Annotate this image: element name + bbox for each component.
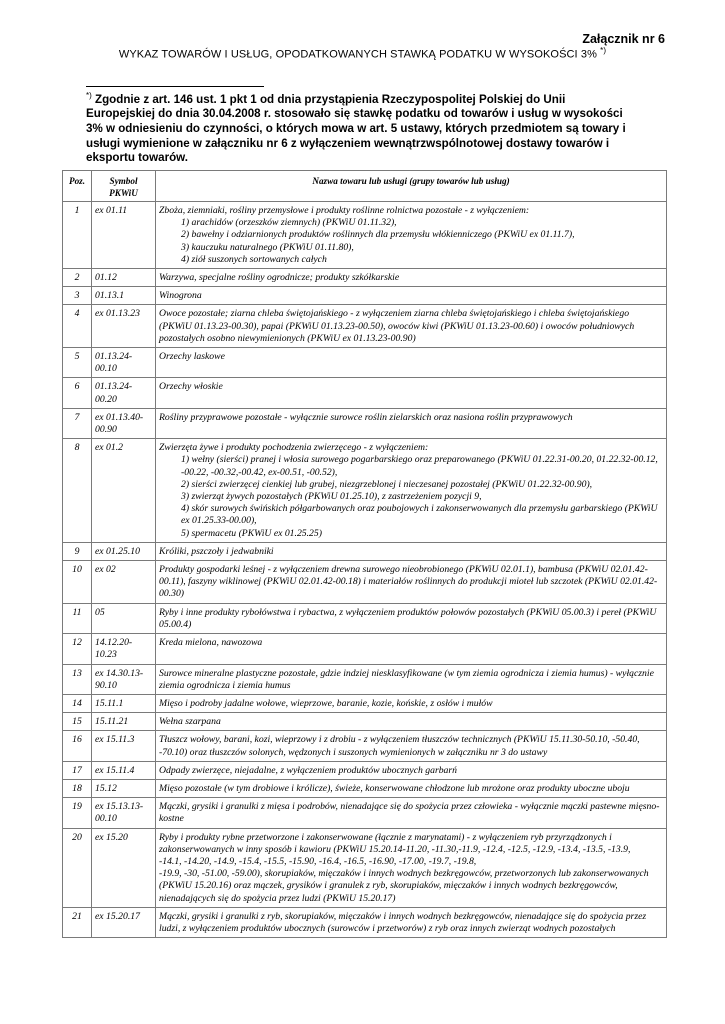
table-row [63,378,667,408]
description-line: Zboża, ziemniaki, rośliny przemysłowe i produkty roślinne rolnictwa pozostałe - z wyłączeniem: [159,205,530,216]
row-symbol: 15.11.21 [92,713,156,731]
description-line: Odpady zwierzęce, niejadalne, z wyłączeniem produktów ubocznych garbarń [159,764,458,776]
row-position: 5 [63,348,92,378]
table-row [63,439,667,543]
row-position: 3 [63,287,92,305]
description-line: Owoce pozostałe; ziarna chleba świętojańskiego - z wyłączeniem ziarna chleba świętojańskiego i chleba świętojańskiego (PKWiU 01.13.23-00.30), papai (PKWiU 01.13.23-00.50), owoców kiwi (PKWiU 01.13.23-00.60) i owoców południowych pozostałych osobno niewymienionych (PKWiU ex 01.13.23-00.90) [159,308,635,344]
row-position: 21 [63,907,92,937]
description-line: Mięso i podroby jadalne wołowe, wieprzowe, baranie, kozie, końskie, z osłów i mułów [159,697,493,709]
row-description [156,603,667,633]
document-title-text: WYKAZ TOWARÓW I USŁUG, OPODATKOWANYCH STAWKĄ PODATKU W WYSOKOŚCI 3% [118,48,597,61]
row-symbol: 15.12 [92,779,156,797]
table-row [63,731,667,761]
row-position: 14 [63,694,92,712]
row-position: 11 [63,603,92,633]
row-position: 9 [63,542,92,560]
row-position: 7 [63,408,92,438]
table-row [63,694,667,712]
table-row [63,269,667,287]
description-line: -14.1, -14.20, -14.9, -15.4, -15.5, -15.90, -16.4, -16.5, -16.90, -17.00, -19.7, -19.8, [159,855,477,867]
exclusion-item: 1) arachidów (orzeszków ziemnych) (PKWiU 01.11.32), [181,217,397,229]
row-description [156,634,667,664]
description-line: Rośliny przyprawowe pozostałe - wyłącznie surowce roślin zielarskich oraz nasiona roślin przyprawowych [159,411,573,423]
exclusion-item: 1) wełny (sierści) pranej i włosia surowego pogarbarskiego oraz preparowanego (PKWiU 01.22.31-00.20, 01.22.32-00.12, -00.22, -00.32,-00.42, ex-00.51, -00.52), [181,454,658,478]
description-line: Wełna szarpana [159,716,221,728]
row-description [156,408,667,438]
table-row [63,603,667,633]
header-name: Nazwa towaru lub usługi (grupy towarów lub usług) [156,171,667,202]
row-position: 10 [63,561,92,604]
description-line: Surowce mineralne plastyczne pozostałe, gdzie indziej niesklasyfikowane (w tym ziemia ogrodnicza i ziemia humus) - wyłącznie ziemia ogrodnicza i ziemia humus [159,667,654,691]
row-position: 8 [63,439,92,543]
row-symbol: 05 [92,603,156,633]
header-poz: Poz. [63,171,92,202]
row-symbol: ex 15.20.17 [92,907,156,937]
row-description [156,713,667,731]
table-row [63,408,667,438]
exclusion-item: 4) ziół suszonych sortowanych całych [181,253,327,265]
exclusion-item: 3) zwierząt żywych pozostałych (PKWiU 01.25.10), z zastrzeżeniem pozycji 9, [181,491,482,503]
table-row [63,907,667,937]
table-row [63,542,667,560]
row-description [156,269,667,287]
table-row [63,348,667,378]
table-row [63,798,667,828]
description-line: Zwierzęta żywe i produkty pochodzenia zwierzęcego - z wyłączeniem: [159,442,429,454]
description-line: Orzechy włoskie [159,381,223,393]
table-body [63,202,667,938]
row-position: 16 [63,731,92,761]
table-row [63,828,667,907]
title-footnote-marker: *) [600,46,607,55]
row-position: 17 [63,761,92,779]
row-symbol: ex 01.13.40-00.90 [92,408,156,438]
row-description [156,348,667,378]
exclusion-item: 4) skór surowych świńskich półgarbowanych oraz poubojowych i zakonserwowanych dla przemysłu garbarskiego (PKWiU ex 01.25.33-00.00), [181,503,658,527]
row-symbol: 14.12.20-10.23 [92,634,156,664]
table-row [63,713,667,731]
row-description [156,907,667,937]
row-description [156,378,667,408]
table-header-row [63,171,667,202]
row-position: 20 [63,828,92,907]
row-description [156,202,667,269]
row-description [156,287,667,305]
row-position: 1 [63,202,92,269]
row-symbol: ex 15.11.4 [92,761,156,779]
row-description [156,828,667,907]
exclusion-item: 2) bawełny i odziarnionych produktów roślinnych dla przemysłu włókienniczego (PKWiU ex 01.11.7), [181,229,575,241]
table-row [63,561,667,604]
description-line: -19.9, -30, -51.00, -59.00), skorupiaków, mięczaków i innych wodnych bezkręgowców, przetworzonych lub zakonserwowanych (PKWiU 15.20.16) oraz mączek, grysików i granulek z ryb, skorupiaków, mięczaków i innych wodnych bezkręgowców, nienadających się do spożycia przez ludzi (PKWiU 15.20.17) [159,868,649,904]
table-row [63,779,667,797]
exclusion-item: 5) spermacetu (PKWiU ex 01.25.25) [181,527,322,539]
row-symbol: 01.13.24-00.20 [92,378,156,408]
row-position: 2 [63,269,92,287]
row-symbol: ex 15.20 [92,828,156,907]
row-position: 13 [63,664,92,694]
exclusion-item: 3) kauczuku naturalnego (PKWiU 01.11.80), [181,241,354,253]
table-row [63,664,667,694]
row-position: 18 [63,779,92,797]
table-row [63,761,667,779]
row-symbol: ex 02 [92,561,156,604]
row-description [156,305,667,348]
row-symbol: ex 01.13.23 [92,305,156,348]
description-line: Króliki, pszczoły i jedwabniki [159,545,274,557]
row-symbol: ex 01.11 [92,202,156,269]
table-row [63,305,667,348]
row-description [156,542,667,560]
description-line: Produkty gospodarki leśnej - z wyłączeniem drewna surowego nieobrobionego (PKWiU 02.01.1), bambusa (PKWiU 02.01.42-00.11), faszyny wiklinowej (PKWiU 02.01.42-00.18) i materiałów roślinnych do produkcji mioteł lub szczotek (PKWiU 02.01.42-00.30) [159,564,658,600]
row-description [156,439,667,543]
footnote-marker: *) [86,91,92,100]
footnote-divider [86,86,264,87]
row-symbol: ex 14.30.13-90.10 [92,664,156,694]
row-symbol: 15.11.1 [92,694,156,712]
row-description [156,664,667,694]
description-line: Mączki, grysiki i granulki z ryb, skorupiaków, mięczaków i innych wodnych bezkręgowców, nienadające się do spożycia przez ludzi, z wyłączeniem produktów ubocznych (surowców i przetworów) z ryb oraz innych zwierząt wodnych pozostałych [159,910,647,934]
row-description [156,561,667,604]
header-symbol: Symbol PKWiU [92,171,156,202]
description-line: Winogrona [159,290,202,302]
description-line: Orzechy laskowe [159,351,225,363]
row-description [156,731,667,761]
footnote-text: Zgodnie z art. 146 ust. 1 pkt 1 od dnia przystąpienia Rzeczypospolitej Polskiej do Unii Europejskiej do dnia 30.04.2008 r. stosowało się stawkę podatku od towarów i usług w wysokości 3% w odniesieniu do czynności, o których mowa w art. 5 ustawy, których przedmiotem są towary i usługi wymienione w załączniku nr 6 z wyłączeniem wewnątrzwspólnotowej dostawy towarów i eksportu towarów. [86,92,626,165]
attachment-label: Załącznik nr 6 [582,32,665,46]
description-line: Mączki, grysiki i granulki z mięsa i podrobów, nienadające się do spożycia przez człowieka - wyłącznie mączki pastewne mięsno-kostne [159,801,660,825]
document-title [0,46,725,61]
description-line: Mięso pozostałe (w tym drobiowe i królicze), świeże, konserwowane chłodzone lub mrożone oraz produkty uboczne uboju [159,782,630,794]
table-row [63,634,667,664]
footnote [86,89,631,166]
description-line: Ryby i produkty rybne przetworzone i zakonserwowane (łącznie z marynatami) - z wyłączeniem ryb przyrządzonych i zakonserwowanych w inny sposób i kawioru (PKWiU 15.20.14-11.20, -11.30,-11.9, -12.4, -12.5, -12.9, -13.4, -13.5, -13.9, [159,831,631,855]
description-line: Warzywa, specjalne rośliny ogrodnicze; produkty szkółkarskie [159,272,400,284]
row-symbol: 01.12 [92,269,156,287]
row-symbol: ex 01.25.10 [92,542,156,560]
goods-table [62,170,667,938]
table-row [63,287,667,305]
row-description [156,779,667,797]
row-description [156,761,667,779]
row-description [156,694,667,712]
description-line: Tłuszcz wołowy, barani, kozi, wieprzowy i z drobiu - z wyłączeniem tłuszczów technicznych (PKWiU 15.11.30-50.10, -50.40, -70.10) oraz tłuszczów solonych, wędzonych i suszonych wymienionych w załączniku nr 3 do ustawy [159,734,640,758]
row-symbol: ex 15.11.3 [92,731,156,761]
row-position: 6 [63,378,92,408]
description-line: Kreda mielona, nawozowa [159,637,263,649]
row-position: 4 [63,305,92,348]
exclusion-item: 2) sierści zwierzęcej cienkiej lub grubej, niezgrzeblonej i nieczesanej pozostałej (PKWiU 01.22.32-00.90), [181,478,593,490]
row-symbol: 01.13.1 [92,287,156,305]
row-symbol: 01.13.24-00.10 [92,348,156,378]
row-symbol: ex 01.2 [92,439,156,543]
row-symbol: ex 15.13.13-00.10 [92,798,156,828]
row-position: 19 [63,798,92,828]
row-position: 12 [63,634,92,664]
description-line: Ryby i inne produkty rybołówstwa i rybactwa, z wyłączeniem produktów połowów pozostałych (PKWiU 05.00.3) i pereł (PKWiU 05.00.4) [159,606,657,630]
table-row [63,202,667,269]
row-description [156,798,667,828]
row-position: 15 [63,713,92,731]
